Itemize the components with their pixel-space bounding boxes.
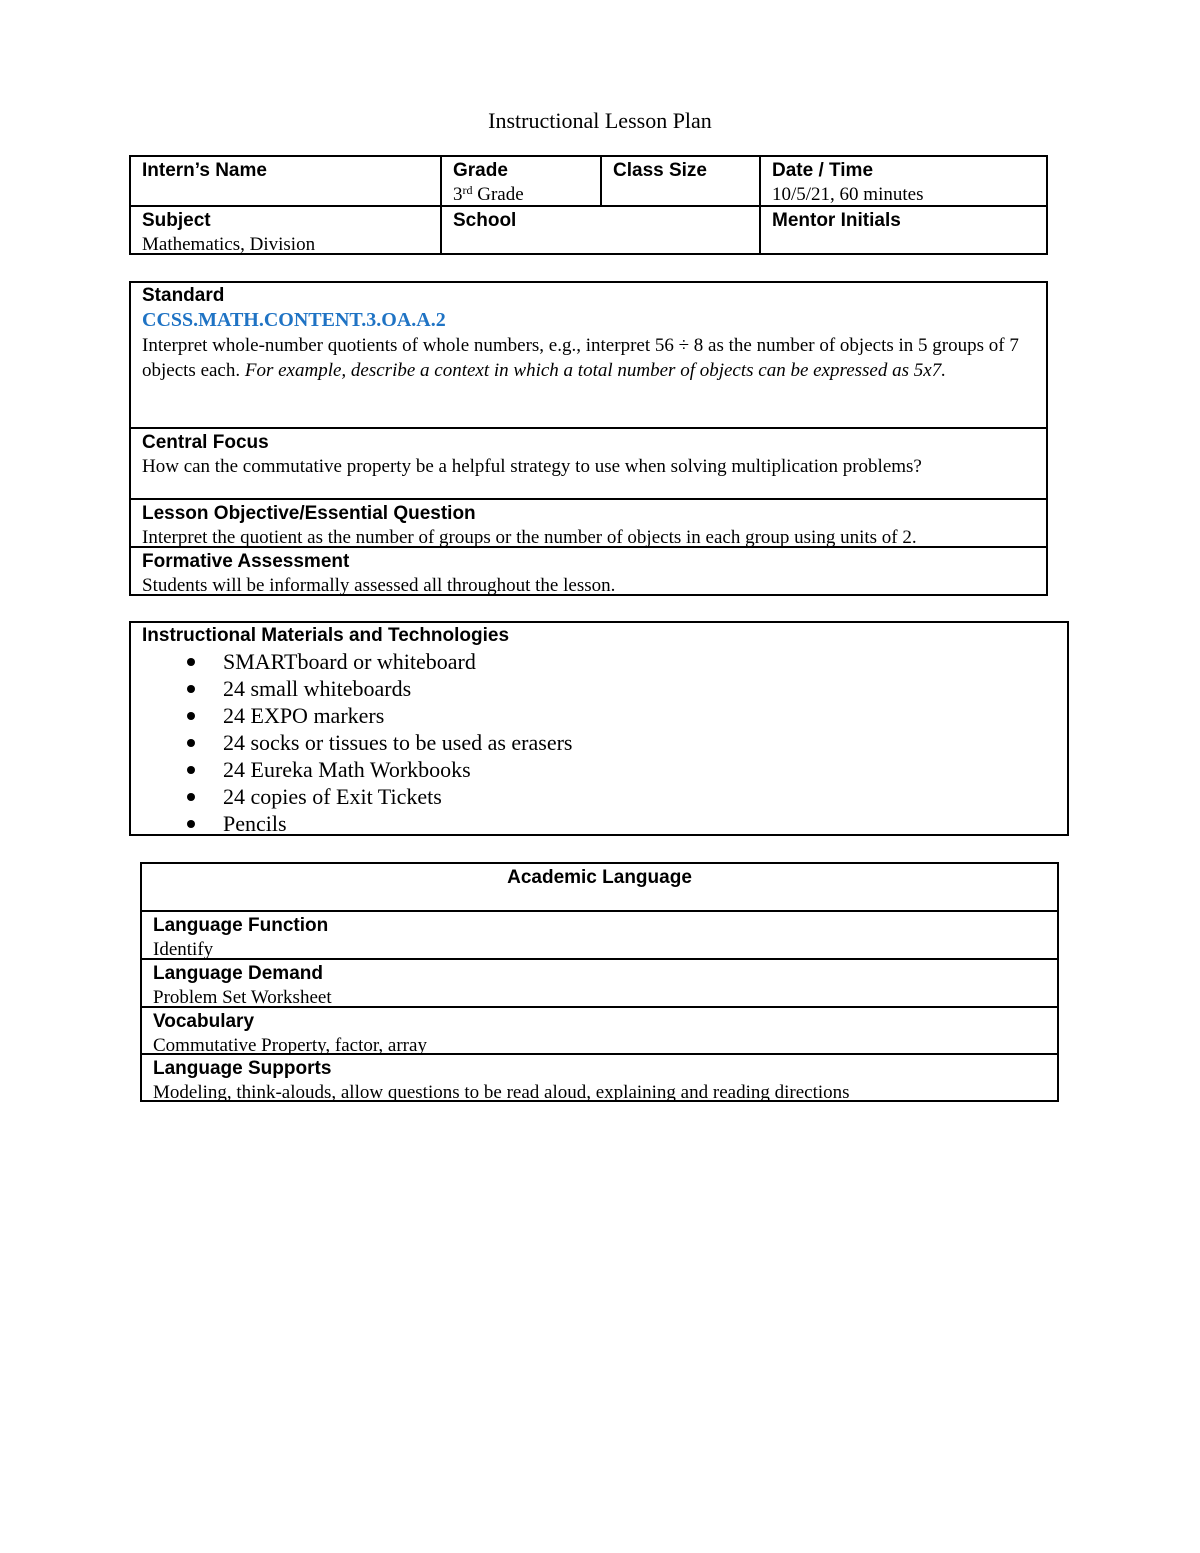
subject-label: Subject xyxy=(142,210,211,231)
materials-list xyxy=(142,648,1067,837)
bullet-icon xyxy=(187,712,195,720)
standard-table xyxy=(129,281,1048,596)
class-size-label: Class Size xyxy=(613,160,707,181)
academic-language-heading: Academic Language xyxy=(507,867,692,888)
language-demand-cell xyxy=(142,960,1057,1006)
standard-label: Standard xyxy=(142,285,225,306)
list-item: Pencils xyxy=(223,810,1067,837)
list-item: SMARTboard or whiteboard xyxy=(223,648,1067,675)
language-demand-value: Problem Set Worksheet xyxy=(153,987,332,1008)
list-item: 24 Eureka Math Workbooks xyxy=(223,756,1067,783)
grade-label: Grade xyxy=(453,160,508,181)
formative-label: Formative Assessment xyxy=(142,551,350,572)
date-time-value: 10/5/21, 60 minutes xyxy=(772,184,924,205)
language-function-cell xyxy=(142,912,1057,958)
formative-value: Students will be informally assessed all throughout the lesson. xyxy=(142,575,616,596)
grade-value: 3rd Grade xyxy=(453,183,524,205)
academic-language-table xyxy=(140,862,1059,1102)
list-item: 24 socks or tissues to be used as erasers xyxy=(223,729,1067,756)
mentor-initials-label: Mentor Initials xyxy=(772,210,901,231)
list-item: 24 EXPO markers xyxy=(223,702,1067,729)
bullet-icon xyxy=(187,820,195,828)
formative-cell xyxy=(131,548,1046,594)
date-time-cell xyxy=(761,157,1046,205)
language-function-label: Language Function xyxy=(153,915,329,936)
materials-cell xyxy=(131,623,1067,834)
language-supports-label: Language Supports xyxy=(153,1058,332,1079)
bullet-icon xyxy=(187,766,195,774)
language-supports-value: Modeling, think-alouds, allow questions to be read aloud, explaining and reading directions xyxy=(153,1082,850,1103)
bullet-icon xyxy=(187,658,195,666)
language-supports-cell xyxy=(142,1055,1057,1103)
list-item: 24 small whiteboards xyxy=(223,675,1067,702)
bullet-icon xyxy=(187,793,195,801)
list-item: 24 copies of Exit Tickets xyxy=(223,783,1067,810)
language-demand-label: Language Demand xyxy=(153,963,323,984)
school-cell xyxy=(442,207,759,253)
standard-cell xyxy=(131,283,1046,427)
language-function-value: Identify xyxy=(153,939,214,960)
subject-cell xyxy=(131,207,440,253)
vocabulary-cell xyxy=(142,1008,1057,1056)
central-focus-cell xyxy=(131,429,1046,498)
materials-label: Instructional Materials and Technologies xyxy=(142,625,510,646)
objective-value: Interpret the quotient as the number of groups or the number of objects in each group using units of 2. xyxy=(142,527,917,548)
central-focus-value: How can the commutative property be a helpful strategy to use when solving multiplication problems? xyxy=(142,456,922,477)
materials-table xyxy=(129,621,1069,836)
document-title: Instructional Lesson Plan xyxy=(488,108,712,133)
objective-cell xyxy=(131,500,1046,546)
objective-label: Lesson Objective/Essential Question xyxy=(142,503,476,524)
central-focus-label: Central Focus xyxy=(142,432,269,453)
subject-value: Mathematics, Division xyxy=(142,234,316,255)
bullet-icon xyxy=(187,739,195,747)
bullet-icon xyxy=(187,685,195,693)
standard-text: Interpret whole-number quotients of whole numbers, e.g., interpret 56 ÷ 8 as the number of objects in 5 groups of 7 objects each. For example, describe a context in which a total number of objects can be expressed as 5x7. xyxy=(142,335,1019,381)
standard-code: CCSS.MATH.CONTENT.3.OA.A.2 xyxy=(142,309,446,331)
standard-example: For example, describe a context in which a total number of objects can be expressed as 5x7. xyxy=(244,360,946,381)
school-label: School xyxy=(453,210,517,231)
date-time-label: Date / Time xyxy=(772,160,874,181)
grade-cell xyxy=(442,157,600,205)
class-size-cell xyxy=(602,157,759,205)
vocabulary-value: Commutative Property, factor, array xyxy=(153,1035,427,1056)
intern-name-label: Intern’s Name xyxy=(142,160,267,181)
vocabulary-label: Vocabulary xyxy=(153,1011,255,1032)
mentor-initials-cell xyxy=(761,207,1046,253)
intern-name-cell xyxy=(131,157,440,205)
header-table xyxy=(129,155,1048,255)
